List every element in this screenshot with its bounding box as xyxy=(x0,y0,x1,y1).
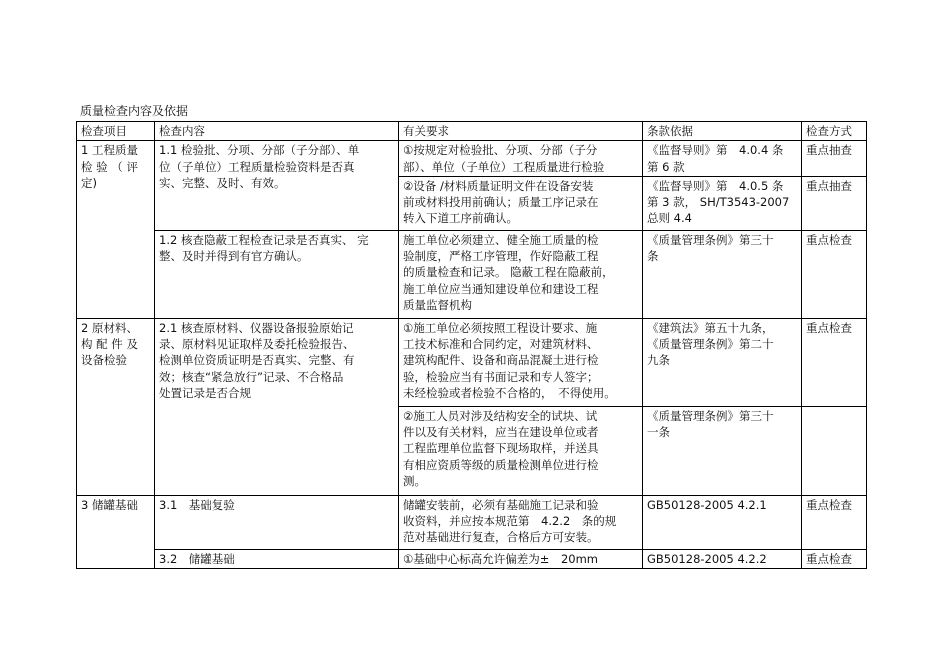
basis-cell: 《建筑法》第五十九条， 《质量管理条例》第二十 九条 xyxy=(643,318,802,406)
table-row xyxy=(77,318,867,406)
method-cell: 重点检查 xyxy=(802,230,867,318)
requirement-cell: ②施工人员对涉及结构安全的试块、试 件以及有关材料，应当在建设单位或者 工程监理单位监督下现场取样，并送具 有相应资质等级的质量检测单位进行检 测。 xyxy=(399,406,643,495)
method-cell xyxy=(802,406,867,495)
content-cell: 3.2 储罐基础 xyxy=(155,549,399,568)
requirement-cell: ①基础中心标高允许偏差为± 20mm xyxy=(399,549,643,568)
header-cell: 检查方式 xyxy=(802,122,867,141)
document-title: 质量检查内容及依据 xyxy=(80,104,189,118)
table-row xyxy=(77,549,867,568)
requirement-cell: ①按规定对检验批、分项、分部（子分 部）、单位（子单位）工程质量进行检验 xyxy=(399,141,643,177)
item-cell: 1 工程质量 检 验 （ 评 定) xyxy=(77,141,155,319)
requirement-cell: 储罐安装前，必须有基础施工记录和验 收资料，并应按本规范第 4.2.2 条的规 范对基础进行复查，合格后方可安装。 xyxy=(399,495,643,549)
content-cell: 3.1 基础复验 xyxy=(155,495,399,549)
header-cell: 检查内容 xyxy=(155,122,399,141)
inspection-table xyxy=(76,121,867,569)
basis-cell: GB50128-2005 4.2.1 xyxy=(643,495,802,549)
header-cell: 有关要求 xyxy=(399,122,643,141)
basis-cell: 《质量管理条例》第三十 条 xyxy=(643,230,802,318)
basis-cell: 《质量管理条例》第三十 一条 xyxy=(643,406,802,495)
requirement-cell: 施工单位必须建立、健全施工质量的检 验制度，严格工序管理，作好隐蔽工程 的质量检查和记录。 隐蔽工程在隐蔽前， 施工单位应当通知建设单位和建设工程 质量监督机构 xyxy=(399,230,643,318)
item-cell: 3 储罐基础 xyxy=(77,495,155,568)
requirement-cell: ②设备 /材料质量证明文件在设备安装 前或材料投用前确认；质量工序记录在 转入下道工序前确认。 xyxy=(399,176,643,230)
basis-cell: 《监督导则》第 4.0.4 条 第 6 款 xyxy=(643,141,802,177)
table-header-row xyxy=(77,122,867,141)
table-row xyxy=(77,141,867,177)
content-cell: 1.2 核查隐蔽工程检查记录是否真实、 完 整、及时并得到有官方确认。 xyxy=(155,230,399,318)
method-cell: 重点抽查 xyxy=(802,176,867,230)
header-cell: 检查项目 xyxy=(77,122,155,141)
table-row xyxy=(77,495,867,549)
content-cell: 2.1 核查原材料、仪器设备报验原始记 录、原材料见证取样及委托检验报告、 检测单位资质证明是否真实、完整、有 效；核查“紧急放行”记录、不合格品 处置记录是否合规 xyxy=(155,318,399,495)
method-cell: 重点抽查 xyxy=(802,141,867,177)
table-row xyxy=(77,230,867,318)
method-cell: 重点检查 xyxy=(802,318,867,406)
header-cell: 条款依据 xyxy=(643,122,802,141)
item-cell: 2 原材料、 构 配 件 及 设备检验 xyxy=(77,318,155,495)
method-cell: 重点检查 xyxy=(802,549,867,568)
basis-cell: GB50128-2005 4.2.2 xyxy=(643,549,802,568)
content-cell: 1.1 检验批、分项、分部（子分部）、单 位（子单位）工程质量检验资料是否真 实、完整、及时、有效。 xyxy=(155,141,399,231)
basis-cell: 《监督导则》第 4.0.5 条 第 3 款， SH/T3543-2007 总则 4.4 xyxy=(643,176,802,230)
method-cell: 重点检查 xyxy=(802,495,867,549)
requirement-cell: ①施工单位必须按照工程设计要求、施 工技术标准和合同约定，对建筑材料、 建筑构配件、设备和商品混凝土进行检 验，检验应当有书面记录和专人签字； 未经检验或者检验不合格的， 不得使用。 xyxy=(399,318,643,406)
